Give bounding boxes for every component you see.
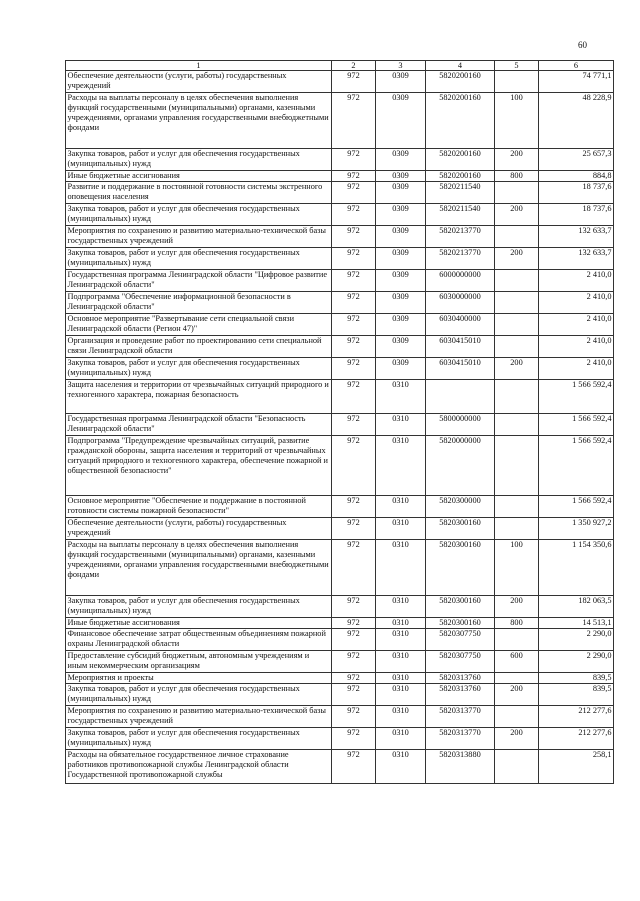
expense-type-code: 100 bbox=[495, 540, 539, 596]
target-article-code: 5820000000 bbox=[426, 436, 495, 496]
department-code: 972 bbox=[332, 414, 376, 436]
target-article-code: 5820313770 bbox=[426, 728, 495, 750]
target-article-code: 5820200160 bbox=[426, 71, 495, 93]
expense-name: Предоставление субсидий бюджетным, автономным учреждениям и иным некоммерческим организациям bbox=[66, 651, 332, 673]
expense-name: Закупка товаров, работ и услуг для обеспечения государственных (муниципальных) нужд bbox=[66, 358, 332, 380]
expense-name: Закупка товаров, работ и услуг для обеспечения государственных (муниципальных) нужд bbox=[66, 596, 332, 618]
expense-name: Государственная программа Ленинградской области "Цифровое развитие Ленинградской области" bbox=[66, 270, 332, 292]
department-code: 972 bbox=[332, 314, 376, 336]
department-code: 972 bbox=[332, 182, 376, 204]
target-article-code: 5820200160 bbox=[426, 149, 495, 171]
expense-type-code bbox=[495, 336, 539, 358]
department-code: 972 bbox=[332, 684, 376, 706]
section-code: 0310 bbox=[376, 518, 426, 540]
target-article-code: 5820213770 bbox=[426, 226, 495, 248]
target-article-code: 5820300160 bbox=[426, 618, 495, 629]
target-article-code: 6000000000 bbox=[426, 270, 495, 292]
department-code: 972 bbox=[332, 204, 376, 226]
amount: 258,1 bbox=[539, 750, 614, 784]
department-code: 972 bbox=[332, 336, 376, 358]
target-article-code: 5820300160 bbox=[426, 540, 495, 596]
table-row bbox=[66, 651, 614, 673]
target-article-code: 5820313880 bbox=[426, 750, 495, 784]
table-row bbox=[66, 314, 614, 336]
department-code: 972 bbox=[332, 618, 376, 629]
expense-name: Мероприятия и проекты bbox=[66, 673, 332, 684]
department-code: 972 bbox=[332, 270, 376, 292]
expense-name: Закупка товаров, работ и услуг для обеспечения государственных (муниципальных) нужд bbox=[66, 248, 332, 270]
amount: 74 771,1 bbox=[539, 71, 614, 93]
section-code: 0309 bbox=[376, 149, 426, 171]
expense-type-code: 200 bbox=[495, 149, 539, 171]
section-code: 0310 bbox=[376, 629, 426, 651]
section-code: 0309 bbox=[376, 204, 426, 226]
expense-name: Защита населения и территории от чрезвычайных ситуаций природного и техногенного характера, пожарная безопасность bbox=[66, 380, 332, 414]
department-code: 972 bbox=[332, 380, 376, 414]
expense-type-code bbox=[495, 314, 539, 336]
table-row bbox=[66, 540, 614, 596]
table-row bbox=[66, 226, 614, 248]
expense-name: Иные бюджетные ассигнования bbox=[66, 171, 332, 182]
table-row bbox=[66, 750, 614, 784]
amount: 2 410,0 bbox=[539, 358, 614, 380]
section-code: 0310 bbox=[376, 706, 426, 728]
section-code: 0309 bbox=[376, 292, 426, 314]
expense-type-code bbox=[495, 436, 539, 496]
department-code: 972 bbox=[332, 750, 376, 784]
expense-type-code: 200 bbox=[495, 204, 539, 226]
expense-type-code bbox=[495, 292, 539, 314]
section-code: 0310 bbox=[376, 684, 426, 706]
section-code: 0309 bbox=[376, 71, 426, 93]
section-code: 0309 bbox=[376, 336, 426, 358]
expense-type-code: 600 bbox=[495, 651, 539, 673]
expense-type-code bbox=[495, 182, 539, 204]
amount: 1 566 592,4 bbox=[539, 496, 614, 518]
column-header: 3 bbox=[376, 61, 426, 71]
department-code: 972 bbox=[332, 71, 376, 93]
department-code: 972 bbox=[332, 226, 376, 248]
budget-table-body bbox=[66, 71, 614, 784]
target-article-code: 5820300000 bbox=[426, 496, 495, 518]
target-article-code: 6030000000 bbox=[426, 292, 495, 314]
target-article-code: 5800000000 bbox=[426, 414, 495, 436]
expense-type-code: 200 bbox=[495, 358, 539, 380]
expense-name: Основное мероприятие "Обеспечение и поддержание в постоянной готовности системы пожарной безопасности" bbox=[66, 496, 332, 518]
expense-name: Иные бюджетные ассигнования bbox=[66, 618, 332, 629]
amount: 2 410,0 bbox=[539, 292, 614, 314]
expense-type-code: 200 bbox=[495, 596, 539, 618]
target-article-code: 5820307750 bbox=[426, 651, 495, 673]
page-number: 60 bbox=[578, 40, 587, 50]
department-code: 972 bbox=[332, 706, 376, 728]
amount: 2 410,0 bbox=[539, 314, 614, 336]
target-article-code: 5820200160 bbox=[426, 93, 495, 149]
amount: 1 566 592,4 bbox=[539, 436, 614, 496]
amount: 212 277,6 bbox=[539, 706, 614, 728]
target-article-code: 5820211540 bbox=[426, 182, 495, 204]
amount: 2 290,0 bbox=[539, 629, 614, 651]
target-article-code: 5820313760 bbox=[426, 684, 495, 706]
expense-name: Организация и проведение работ по проектированию сети специальной связи Ленинградской области bbox=[66, 336, 332, 358]
target-article-code: 5820313770 bbox=[426, 706, 495, 728]
budget-table bbox=[65, 60, 614, 784]
table-row bbox=[66, 673, 614, 684]
expense-name: Расходы на выплаты персоналу в целях обеспечения выполнения функций государственными (муниципальными) органами, казенными учреждениями, органами управления государственными внебюджетными фондами bbox=[66, 93, 332, 149]
amount: 2 410,0 bbox=[539, 270, 614, 292]
department-code: 972 bbox=[332, 728, 376, 750]
table-row bbox=[66, 93, 614, 149]
amount: 2 290,0 bbox=[539, 651, 614, 673]
section-code: 0309 bbox=[376, 182, 426, 204]
department-code: 972 bbox=[332, 358, 376, 380]
table-row bbox=[66, 618, 614, 629]
amount: 14 513,1 bbox=[539, 618, 614, 629]
expense-type-code bbox=[495, 706, 539, 728]
target-article-code: 5820211540 bbox=[426, 204, 495, 226]
section-code: 0309 bbox=[376, 314, 426, 336]
section-code: 0310 bbox=[376, 673, 426, 684]
expense-name: Обеспечение деятельности (услуги, работы) государственных учреждений bbox=[66, 518, 332, 540]
expense-name: Государственная программа Ленинградской области "Безопасность Ленинградской области" bbox=[66, 414, 332, 436]
amount: 884,8 bbox=[539, 171, 614, 182]
table-row bbox=[66, 204, 614, 226]
section-code: 0310 bbox=[376, 750, 426, 784]
expense-name: Развитие и поддержание в постоянной готовности системы экстренного оповещения населения bbox=[66, 182, 332, 204]
expense-type-code bbox=[495, 750, 539, 784]
table-row bbox=[66, 358, 614, 380]
expense-name: Мероприятия по сохранению и развитию материально-технической базы государственных учреждений bbox=[66, 226, 332, 248]
table-row bbox=[66, 270, 614, 292]
table-row bbox=[66, 71, 614, 93]
section-code: 0309 bbox=[376, 226, 426, 248]
amount: 1 350 927,2 bbox=[539, 518, 614, 540]
expense-type-code bbox=[495, 226, 539, 248]
amount: 2 410,0 bbox=[539, 336, 614, 358]
department-code: 972 bbox=[332, 171, 376, 182]
amount: 1 566 592,4 bbox=[539, 380, 614, 414]
department-code: 972 bbox=[332, 673, 376, 684]
table-row bbox=[66, 336, 614, 358]
department-code: 972 bbox=[332, 518, 376, 540]
target-article-code: 5820313760 bbox=[426, 673, 495, 684]
table-row bbox=[66, 684, 614, 706]
amount: 18 737,6 bbox=[539, 204, 614, 226]
section-code: 0309 bbox=[376, 270, 426, 292]
expense-type-code bbox=[495, 629, 539, 651]
expense-name: Закупка товаров, работ и услуг для обеспечения государственных (муниципальных) нужд bbox=[66, 204, 332, 226]
table-row bbox=[66, 596, 614, 618]
department-code: 972 bbox=[332, 540, 376, 596]
target-article-code: 5820307750 bbox=[426, 629, 495, 651]
expense-type-code bbox=[495, 71, 539, 93]
column-header: 6 bbox=[539, 61, 614, 71]
target-article-code: 5820300160 bbox=[426, 518, 495, 540]
department-code: 972 bbox=[332, 292, 376, 314]
expense-name: Основное мероприятие "Развертывание сети специальной связи Ленинградской области (Регион 47)" bbox=[66, 314, 332, 336]
department-code: 972 bbox=[332, 629, 376, 651]
amount: 25 657,3 bbox=[539, 149, 614, 171]
expense-name: Подпрограмма "Предупреждение чрезвычайных ситуаций, развитие гражданской обороны, защита населения и территорий от чрезвычайных ситуаций природного и техногенного характера, обеспечение пожарной и общественной безопасности" bbox=[66, 436, 332, 496]
target-article-code bbox=[426, 380, 495, 414]
expense-type-code: 200 bbox=[495, 248, 539, 270]
department-code: 972 bbox=[332, 596, 376, 618]
expense-name: Закупка товаров, работ и услуг для обеспечения государственных (муниципальных) нужд bbox=[66, 684, 332, 706]
expense-type-code bbox=[495, 673, 539, 684]
section-code: 0310 bbox=[376, 728, 426, 750]
expense-name: Закупка товаров, работ и услуг для обеспечения государственных (муниципальных) нужд bbox=[66, 149, 332, 171]
table-row bbox=[66, 182, 614, 204]
column-header: 2 bbox=[332, 61, 376, 71]
expense-type-code: 800 bbox=[495, 171, 539, 182]
table-row bbox=[66, 292, 614, 314]
expense-type-code bbox=[495, 270, 539, 292]
column-header: 4 bbox=[426, 61, 495, 71]
expense-name: Расходы на выплаты персоналу в целях обеспечения выполнения функций государственными (муниципальными) органами, казенными учреждениями, органами управления государственными внебюджетными фондами bbox=[66, 540, 332, 596]
target-article-code: 6030415010 bbox=[426, 336, 495, 358]
expense-type-code: 800 bbox=[495, 618, 539, 629]
amount: 182 063,5 bbox=[539, 596, 614, 618]
amount: 1 154 350,6 bbox=[539, 540, 614, 596]
section-code: 0309 bbox=[376, 171, 426, 182]
expense-name: Подпрограмма "Обеспечение информационной безопасности в Ленинградской области" bbox=[66, 292, 332, 314]
expense-name: Мероприятия по сохранению и развитию материально-технической базы государственных учреждений bbox=[66, 706, 332, 728]
department-code: 972 bbox=[332, 436, 376, 496]
target-article-code: 6030415010 bbox=[426, 358, 495, 380]
table-row bbox=[66, 436, 614, 496]
table-row bbox=[66, 728, 614, 750]
expense-type-code: 200 bbox=[495, 728, 539, 750]
column-header: 5 bbox=[495, 61, 539, 71]
section-code: 0310 bbox=[376, 414, 426, 436]
section-code: 0309 bbox=[376, 93, 426, 149]
department-code: 972 bbox=[332, 93, 376, 149]
section-code: 0310 bbox=[376, 618, 426, 629]
target-article-code: 5820300160 bbox=[426, 596, 495, 618]
amount: 212 277,6 bbox=[539, 728, 614, 750]
section-code: 0310 bbox=[376, 496, 426, 518]
target-article-code: 5820200160 bbox=[426, 171, 495, 182]
amount: 839,5 bbox=[539, 673, 614, 684]
expense-type-code bbox=[495, 496, 539, 518]
expense-type-code: 200 bbox=[495, 684, 539, 706]
table-row bbox=[66, 380, 614, 414]
table-row bbox=[66, 171, 614, 182]
amount: 18 737,6 bbox=[539, 182, 614, 204]
table-row bbox=[66, 248, 614, 270]
amount: 132 633,7 bbox=[539, 248, 614, 270]
table-row bbox=[66, 149, 614, 171]
target-article-code: 5820213770 bbox=[426, 248, 495, 270]
section-code: 0309 bbox=[376, 358, 426, 380]
department-code: 972 bbox=[332, 149, 376, 171]
section-code: 0310 bbox=[376, 596, 426, 618]
table-row bbox=[66, 706, 614, 728]
section-code: 0310 bbox=[376, 380, 426, 414]
expense-type-code bbox=[495, 380, 539, 414]
expense-name: Закупка товаров, работ и услуг для обеспечения государственных (муниципальных) нужд bbox=[66, 728, 332, 750]
table-row bbox=[66, 496, 614, 518]
amount: 132 633,7 bbox=[539, 226, 614, 248]
section-code: 0309 bbox=[376, 248, 426, 270]
expense-name: Финансовое обеспечение затрат общественным объединениям пожарной охраны Ленинградской области bbox=[66, 629, 332, 651]
amount: 48 228,9 bbox=[539, 93, 614, 149]
department-code: 972 bbox=[332, 248, 376, 270]
column-header: 1 bbox=[66, 61, 332, 71]
expense-type-code: 100 bbox=[495, 93, 539, 149]
section-code: 0310 bbox=[376, 651, 426, 673]
expense-name: Расходы на обязательное государственное личное страхование работников противопожарной службы Ленинградской области Государственной противопожарной службы bbox=[66, 750, 332, 784]
amount: 1 566 592,4 bbox=[539, 414, 614, 436]
department-code: 972 bbox=[332, 651, 376, 673]
amount: 839,5 bbox=[539, 684, 614, 706]
column-number-row bbox=[66, 61, 614, 71]
target-article-code: 6030400000 bbox=[426, 314, 495, 336]
table-row bbox=[66, 414, 614, 436]
expense-type-code bbox=[495, 414, 539, 436]
expense-name: Обеспечение деятельности (услуги, работы) государственных учреждений bbox=[66, 71, 332, 93]
section-code: 0310 bbox=[376, 540, 426, 596]
section-code: 0310 bbox=[376, 436, 426, 496]
table-row bbox=[66, 518, 614, 540]
expense-type-code bbox=[495, 518, 539, 540]
table-row bbox=[66, 629, 614, 651]
department-code: 972 bbox=[332, 496, 376, 518]
